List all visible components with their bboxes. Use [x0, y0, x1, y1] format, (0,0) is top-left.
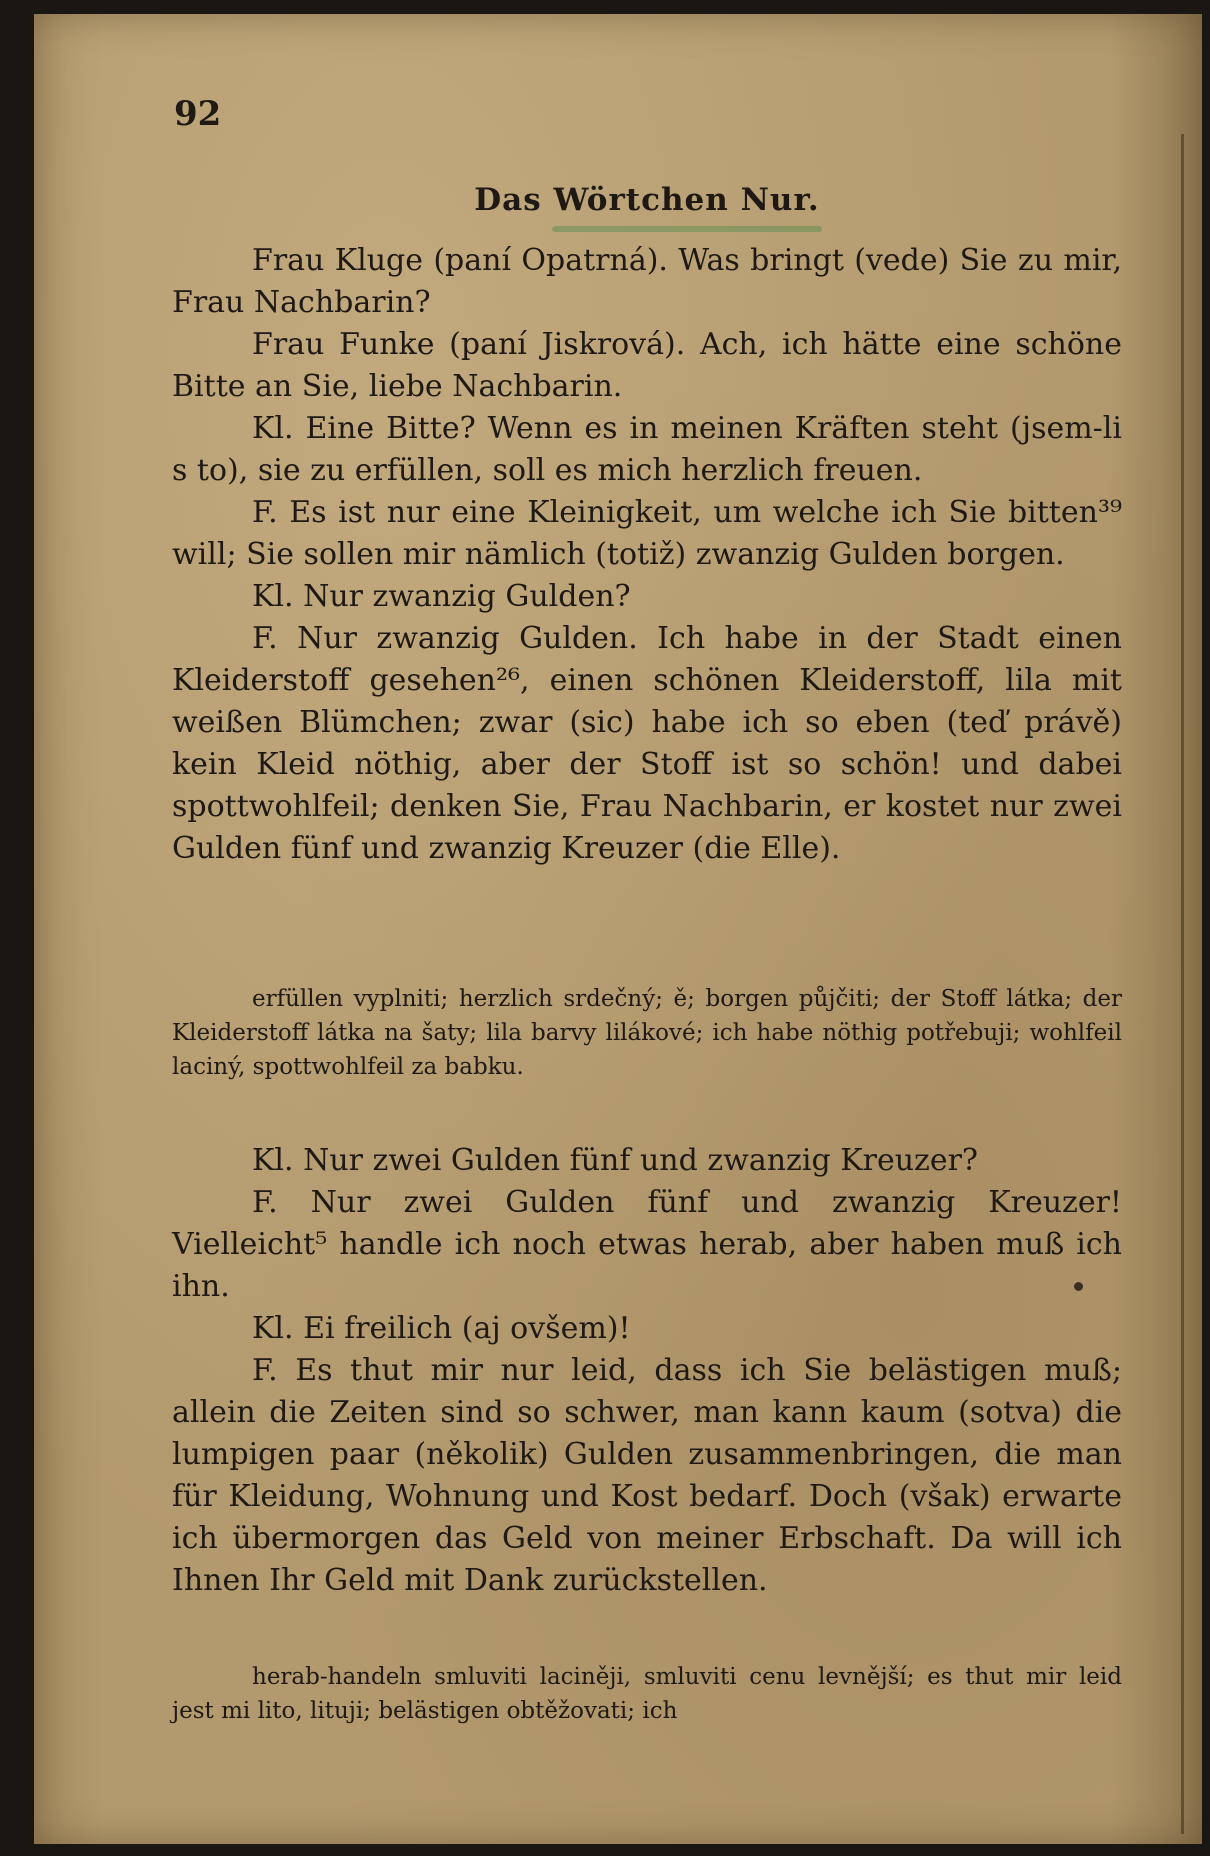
paragraph: F. Nur zwei Gulden fünf und zwanzig Kreuzer! Vielleicht⁵ handle ich noch etwas herab, aber haben muß ich ihn.	[172, 1185, 1122, 1304]
dialogue-section-2	[172, 1140, 1122, 1602]
paragraph: Kl. Eine Bitte? Wenn es in meinen Kräften steht (jsem-li s to), sie zu erfüllen, soll es mich herzlich freuen.	[172, 411, 1122, 488]
paragraph: Kl. Nur zwei Gulden fünf und zwanzig Kreuzer?	[252, 1143, 979, 1178]
page-number: 92	[174, 94, 222, 134]
paragraph: Frau Funke (paní Jiskrová). Ach, ich hätte eine schöne Bitte an Sie, liebe Nachbarin.	[172, 327, 1122, 404]
paragraph: Frau Kluge (paní Opatrná). Was bringt (vede) Sie zu mir, Frau Nachbarin?	[172, 243, 1122, 320]
dialogue-section-1	[172, 240, 1122, 870]
note-text: herab-handeln smluviti laciněji, smluviti cenu levnější; es thut mir leid jest mi lito, lituji; belästigen obtěžovati; ich	[172, 1664, 1122, 1724]
paragraph: Kl. Ei freilich (aj ovšem)!	[252, 1311, 631, 1346]
note-text: erfüllen vyplniti; herzlich srdečný; ě; borgen půjčiti; der Stoff látka; der Kleiderstoff látka na šaty; lila barvy lilákové; ich habe nöthig potřebuji; wohlfeil laciný, spottwohlfeil za babku.	[172, 986, 1122, 1080]
paragraph: F. Nur zwanzig Gulden. Ich habe in der Stadt einen Kleiderstoff gesehen²⁶, einen schönen Kleiderstoff, lila mit weißen Blümchen; zwar (sic) habe ich so eben (teď právě) kein Kleid nöthig, aber der Stoff ist so schön! und dabei spottwohlfeil; denken Sie, Frau Nachbarin, er kostet nur zwei Gulden fünf und zwanzig Kreuzer (die Elle).	[172, 621, 1122, 866]
title-underline-stain	[552, 226, 822, 232]
vocabulary-note-1	[172, 982, 1122, 1084]
page-edge-shadow	[1181, 134, 1184, 1834]
book-page	[34, 14, 1202, 1844]
ink-dot	[1074, 1282, 1083, 1291]
paragraph: F. Es thut mir nur leid, dass ich Sie belästigen muß; allein die Zeiten sind so schwer, man kann kaum (sotva) die lumpigen paar (několik) Gulden zusammenbringen, die man für Kleidung, Wohnung und Kost bedarf. Doch (však) erwarte ich übermorgen das Geld von meiner Erbschaft. Da will ich Ihnen Ihr Geld mit Dank zurückstellen.	[172, 1353, 1122, 1598]
paragraph: Kl. Nur zwanzig Gulden?	[252, 579, 631, 614]
paragraph: F. Es ist nur eine Kleinigkeit, um welche ich Sie bitten³⁹ will; Sie sollen mir nämlich (totiž) zwanzig Gulden borgen.	[172, 495, 1122, 572]
vocabulary-note-2	[172, 1660, 1122, 1728]
chapter-title: Das Wörtchen Nur.	[474, 182, 820, 218]
